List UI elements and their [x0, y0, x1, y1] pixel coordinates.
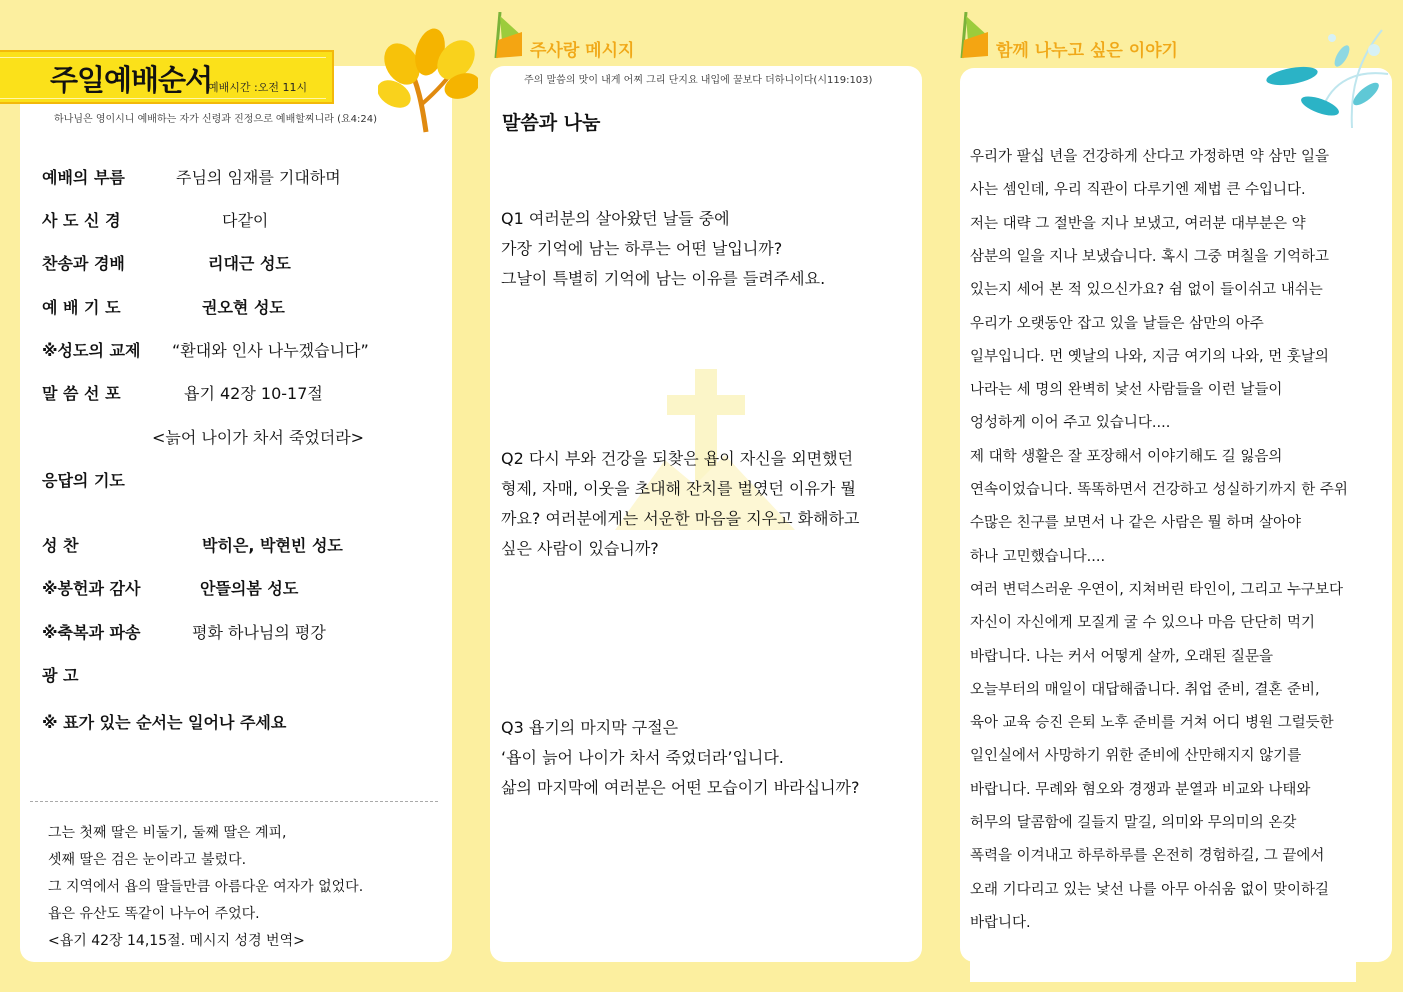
story-panel-tab — [970, 958, 1356, 982]
question-2-line: 까요? 여러분에게는 서운한 마음을 지우고 화해하고 — [501, 509, 860, 528]
message-verse: 주의 말씀의 맛이 내게 어찌 그리 단지요 내입에 꿀보다 더하니이다(시119:103) — [524, 75, 873, 86]
order-label: 찬송과 경배 — [42, 254, 125, 273]
order-value: 박히은, 박현빈 성도 — [202, 536, 343, 555]
question-2-line: 형제, 자매, 이웃을 초대해 잔치를 벌였던 이유가 뭘 — [501, 479, 856, 498]
order-value: 리대근 성도 — [208, 254, 291, 273]
quote-line: 욥은 유산도 똑같이 나누어 주었다. — [48, 906, 260, 922]
worship-title: 주일예배순서 — [50, 63, 213, 97]
story-line: 나라는 세 명의 완벽히 낯선 사람들을 이런 날들이 — [970, 382, 1283, 399]
story-line: 여러 변덕스러운 우연이, 지쳐버린 타인이, 그리고 누구보다 — [970, 581, 1344, 598]
order-label: ※축복과 파송 — [42, 623, 141, 642]
question-1-line: 그날이 특별히 기억에 남는 이유를 들려주세요. — [501, 269, 826, 288]
story-line: 오늘부터의 매일이 대답해줍니다. 취업 준비, 결혼 준비, — [970, 681, 1320, 698]
story-line: 육아 교육 승진 은퇴 노후 준비를 거쳐 어디 병원 그럴듯한 — [970, 715, 1334, 732]
story-line: 있는지 세어 본 적 있으신가요? 쉼 없이 들이쉬고 내쉬는 — [970, 282, 1323, 299]
quote-line: 셋째 딸은 검은 눈이라고 불렀다. — [48, 852, 247, 868]
order-value: 주님의 임재를 기대하며 — [176, 168, 341, 187]
floral-swirl-decoration — [1262, 10, 1394, 130]
order-label: 말 씀 선 포 — [42, 384, 121, 403]
quote-citation: <욥기 42장 14,15절. 메시지 성경 번역> — [48, 933, 305, 949]
worship-time: 예배시간 :오전 11시 — [208, 81, 308, 94]
order-label: ※성도의 교제 — [42, 341, 141, 360]
order-value: 욥기 42장 10-17절 — [184, 384, 323, 403]
order-value: “환대와 인사 나누겠습니다” — [172, 341, 369, 360]
share-title: 말씀과 나눔 — [502, 112, 601, 134]
order-label: 응답의 기도 — [42, 471, 125, 490]
divider — [30, 801, 438, 802]
story-line: 바랍니다. 나는 커서 어떻게 살까, 오래된 질문을 — [970, 648, 1274, 665]
order-value: 평화 하나님의 평강 — [192, 623, 326, 642]
order-value: 다같이 — [222, 211, 269, 230]
story-line: 삼분의 일을 지나 보냈습니다. 혹시 그중 며칠을 기억하고 — [970, 248, 1330, 265]
story-line: 우리가 오랫동안 잡고 있을 날들은 삼만의 아주 — [970, 315, 1264, 332]
quote-line: 그는 첫째 딸은 비둘기, 둘째 딸은 계피, — [48, 825, 287, 841]
order-label: 광 고 — [42, 666, 79, 685]
story-line: 우리가 팔십 년을 건강하게 산다고 가정하면 약 삼만 일을 — [970, 149, 1330, 165]
pennant-icon — [492, 12, 526, 60]
quote-line: 그 지역에서 욥의 딸들만큼 아름다운 여자가 없었다. — [48, 879, 364, 895]
question-2-line: 싶은 사람이 있습니까? — [501, 539, 659, 558]
story-line: 저는 대략 그 절반을 지나 보냈고, 여러분 대부분은 약 — [970, 215, 1306, 232]
order-label: 성 찬 — [42, 536, 79, 555]
story-line: 오래 기다리고 있는 낯선 나를 아무 아쉬움 없이 맞이하길 — [970, 881, 1330, 898]
order-label: 예배의 부름 — [42, 168, 125, 187]
order-value: 권오현 성도 — [202, 298, 285, 317]
order-label: 예 배 기 도 — [42, 298, 121, 317]
story-line: 제 대학 생활은 잘 포장해서 이야기해도 길 잃음의 — [970, 448, 1283, 465]
worship-verse: 하나님은 영이시니 예배하는 자가 신령과 진정으로 예배할찌니라 (요4:24) — [54, 114, 377, 125]
question-1-line: Q1 여러분의 살아왔던 날들 중에 — [501, 209, 730, 228]
tree-leaf-decoration — [378, 24, 478, 134]
story-line: 바랍니다. 무례와 혐오와 경쟁과 분열과 비교와 나태와 — [970, 781, 1311, 798]
story-line: 엉성하게 이어 주고 있습니다.... — [970, 415, 1171, 432]
story-line: 사는 셈인데, 우리 직관이 다루기엔 제법 큰 수입니다. — [970, 182, 1306, 199]
story-line: 자신이 자신에게 모질게 굴 수 있으나 마음 단단히 먹기 — [970, 615, 1316, 632]
question-3-line: ‘욥이 늙어 나이가 차서 죽었더라’입니다. — [501, 748, 784, 767]
pennant-icon — [958, 12, 992, 60]
story-line: 수많은 친구를 보면서 나 같은 사람은 뭘 하며 살아야 — [970, 515, 1302, 532]
message-header: 주사랑 메시지 — [530, 41, 635, 61]
order-label: 사 도 신 경 — [42, 211, 121, 230]
story-line: 연속이었습니다. 똑똑하면서 건강하고 성실하기까지 한 주위 — [970, 482, 1348, 498]
story-line: 일인실에서 사망하기 위한 준비에 산만해지지 않기를 — [970, 748, 1302, 765]
story-line: 폭력을 이겨내고 하루하루를 온전히 경험하길, 그 끝에서 — [970, 848, 1325, 865]
story-header: 함께 나누고 싶은 이야기 — [996, 41, 1178, 61]
story-line: 일부입니다. 먼 옛날의 나와, 지금 여기의 나와, 먼 훗날의 — [970, 348, 1329, 365]
question-3-line: 삶의 마지막에 여러분은 어떤 모습이기 바라십니까? — [501, 778, 860, 797]
story-line: 허무의 달콤함에 길들지 말길, 의미와 무의미의 온갖 — [970, 815, 1297, 831]
question-1-line: 가장 기억에 남는 하루는 어떤 날입니까? — [501, 239, 783, 258]
question-3-line: Q3 욥기의 마지막 구절은 — [501, 718, 679, 737]
sermon-title: <늙어 나이가 차서 죽었더라> — [152, 428, 365, 447]
order-value: 안뜰의봄 성도 — [200, 579, 299, 598]
question-2-line: Q2 다시 부와 건강을 되찾은 욥이 자신을 외면했던 — [501, 449, 854, 468]
story-line: 바랍니다. — [970, 914, 1031, 931]
standing-note: ※ 표가 있는 순서는 일어나 주세요 — [42, 713, 287, 732]
story-line: 하나 고민했습니다.... — [970, 548, 1106, 565]
order-label: ※봉헌과 감사 — [42, 579, 141, 598]
